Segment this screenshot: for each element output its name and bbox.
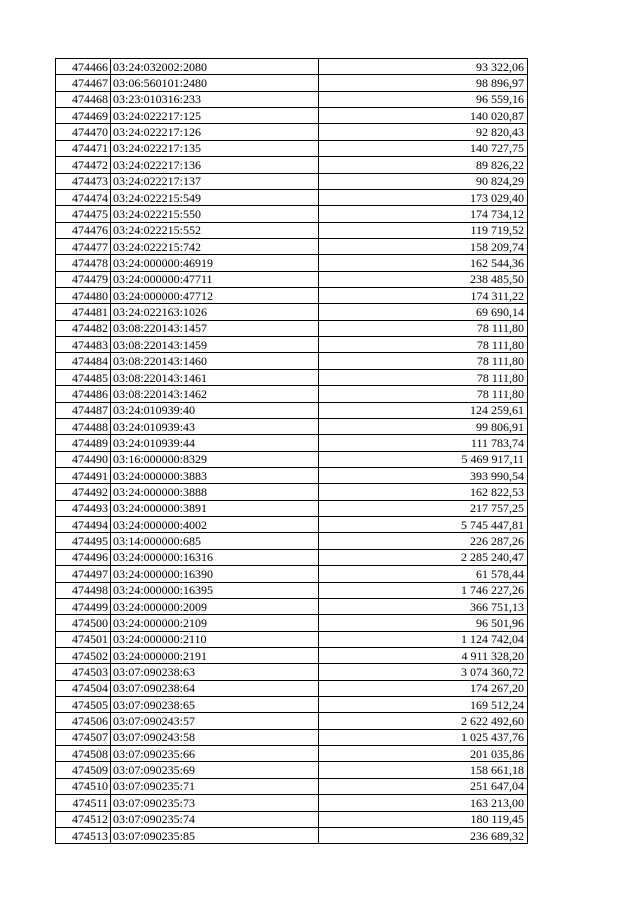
table-row — [56, 189, 528, 205]
value-cell: 5 745 447,81 — [319, 517, 528, 533]
value-cell: 90 824,29 — [319, 173, 528, 189]
value-cell: 98 896,97 — [319, 75, 528, 91]
table-body — [56, 59, 528, 844]
cadastral-number-cell: 03:24:010939:40 — [111, 402, 319, 418]
value-cell: 78 111,80 — [319, 353, 528, 369]
row-number-cell: 474503 — [56, 664, 111, 680]
value-cell: 226 287,26 — [319, 533, 528, 549]
row-number-cell: 474504 — [56, 680, 111, 696]
value-cell: 140 727,75 — [319, 140, 528, 156]
table-row — [56, 500, 528, 516]
value-cell: 1 124 742,04 — [319, 631, 528, 647]
cadastral-number-cell: 03:24:022215:550 — [111, 206, 319, 222]
cadastral-number-cell: 03:08:220143:1462 — [111, 386, 319, 402]
table-row — [56, 386, 528, 402]
row-number-cell: 474499 — [56, 598, 111, 614]
table-row — [56, 713, 528, 729]
row-number-cell: 474473 — [56, 173, 111, 189]
value-cell: 5 469 917,11 — [319, 451, 528, 467]
table-row — [56, 402, 528, 418]
table-row — [56, 271, 528, 287]
table-row — [56, 778, 528, 794]
row-number-cell: 474484 — [56, 353, 111, 369]
value-cell: 4 911 328,20 — [319, 647, 528, 663]
table-row — [56, 288, 528, 304]
row-number-cell: 474476 — [56, 222, 111, 238]
row-number-cell: 474492 — [56, 484, 111, 500]
table-row — [56, 664, 528, 680]
cadastral-number-cell: 03:06:560101:2480 — [111, 75, 319, 91]
cadastral-number-cell: 03:24:000000:46919 — [111, 255, 319, 271]
row-number-cell: 474502 — [56, 647, 111, 663]
table-row — [56, 320, 528, 336]
cadastral-number-cell: 03:08:220143:1457 — [111, 320, 319, 336]
cadastral-number-cell: 03:07:090235:74 — [111, 811, 319, 827]
table-row — [56, 795, 528, 811]
row-number-cell: 474469 — [56, 108, 111, 124]
value-cell: 173 029,40 — [319, 189, 528, 205]
row-number-cell: 474498 — [56, 582, 111, 598]
table-row — [56, 91, 528, 107]
row-number-cell: 474479 — [56, 271, 111, 287]
table-row — [56, 680, 528, 696]
value-cell: 78 111,80 — [319, 369, 528, 385]
cadastral-number-cell: 03:24:010939:43 — [111, 418, 319, 434]
value-cell: 162 544,36 — [319, 255, 528, 271]
table-row — [56, 729, 528, 745]
value-cell: 174 267,20 — [319, 680, 528, 696]
value-cell: 89 826,22 — [319, 157, 528, 173]
cadastral-number-cell: 03:08:220143:1459 — [111, 337, 319, 353]
table-row — [56, 255, 528, 271]
value-cell: 93 322,06 — [319, 59, 528, 75]
value-cell: 78 111,80 — [319, 386, 528, 402]
cadastral-number-cell: 03:24:000000:2109 — [111, 615, 319, 631]
row-number-cell: 474493 — [56, 500, 111, 516]
cadastral-number-cell: 03:24:000000:2191 — [111, 647, 319, 663]
cadastral-number-cell: 03:24:000000:3888 — [111, 484, 319, 500]
cadastral-number-cell: 03:07:090235:69 — [111, 762, 319, 778]
cadastral-number-cell: 03:07:090235:73 — [111, 795, 319, 811]
cadastral-number-cell: 03:24:022217:126 — [111, 124, 319, 140]
value-cell: 217 757,25 — [319, 500, 528, 516]
row-number-cell: 474470 — [56, 124, 111, 140]
cadastral-number-cell: 03:24:010939:44 — [111, 435, 319, 451]
value-cell: 96 559,16 — [319, 91, 528, 107]
row-number-cell: 474512 — [56, 811, 111, 827]
cadastral-number-cell: 03:07:090238:64 — [111, 680, 319, 696]
value-cell: 78 111,80 — [319, 337, 528, 353]
table-row — [56, 369, 528, 385]
value-cell: 169 512,24 — [319, 697, 528, 713]
table-row — [56, 467, 528, 483]
cadastral-number-cell: 03:24:000000:16390 — [111, 566, 319, 582]
value-cell: 92 820,43 — [319, 124, 528, 140]
value-cell: 162 822,53 — [319, 484, 528, 500]
table-row — [56, 811, 528, 827]
cadastral-number-cell: 03:07:090243:57 — [111, 713, 319, 729]
row-number-cell: 474474 — [56, 189, 111, 205]
table-row — [56, 304, 528, 320]
value-cell: 180 119,45 — [319, 811, 528, 827]
table-row — [56, 173, 528, 189]
row-number-cell: 474483 — [56, 337, 111, 353]
cadastral-number-cell: 03:07:090235:66 — [111, 746, 319, 762]
value-cell: 236 689,32 — [319, 827, 528, 843]
value-cell: 251 647,04 — [319, 778, 528, 794]
table-row — [56, 238, 528, 254]
table-row — [56, 222, 528, 238]
cadastral-number-cell: 03:08:220143:1460 — [111, 353, 319, 369]
value-cell: 124 259,61 — [319, 402, 528, 418]
cadastral-number-cell: 03:24:000000:4002 — [111, 517, 319, 533]
table-row — [56, 484, 528, 500]
table-row — [56, 206, 528, 222]
row-number-cell: 474468 — [56, 91, 111, 107]
value-cell: 158 661,18 — [319, 762, 528, 778]
row-number-cell: 474496 — [56, 549, 111, 565]
value-cell: 2 622 492,60 — [319, 713, 528, 729]
cadastral-number-cell: 03:24:000000:16316 — [111, 549, 319, 565]
row-number-cell: 474471 — [56, 140, 111, 156]
table-row — [56, 615, 528, 631]
row-number-cell: 474507 — [56, 729, 111, 745]
cadastral-number-cell: 03:24:022217:137 — [111, 173, 319, 189]
value-cell: 1 746 227,26 — [319, 582, 528, 598]
value-cell: 78 111,80 — [319, 320, 528, 336]
table-row — [56, 451, 528, 467]
cadastral-number-cell: 03:24:022217:135 — [111, 140, 319, 156]
row-number-cell: 474475 — [56, 206, 111, 222]
row-number-cell: 474487 — [56, 402, 111, 418]
table-row — [56, 124, 528, 140]
row-number-cell: 474490 — [56, 451, 111, 467]
row-number-cell: 474478 — [56, 255, 111, 271]
row-number-cell: 474510 — [56, 778, 111, 794]
table-row — [56, 337, 528, 353]
table-row — [56, 108, 528, 124]
cadastral-number-cell: 03:24:000000:3883 — [111, 467, 319, 483]
row-number-cell: 474495 — [56, 533, 111, 549]
value-cell: 393 990,54 — [319, 467, 528, 483]
table-row — [56, 762, 528, 778]
value-cell: 158 209,74 — [319, 238, 528, 254]
cadastral-number-cell: 03:24:000000:3891 — [111, 500, 319, 516]
row-number-cell: 474505 — [56, 697, 111, 713]
cadastral-number-cell: 03:24:022217:125 — [111, 108, 319, 124]
row-number-cell: 474486 — [56, 386, 111, 402]
value-cell: 1 025 437,76 — [319, 729, 528, 745]
cadastral-number-cell: 03:24:032002:2080 — [111, 59, 319, 75]
cadastral-number-cell: 03:14:000000:685 — [111, 533, 319, 549]
cadastral-number-cell: 03:24:000000:47711 — [111, 271, 319, 287]
row-number-cell: 474467 — [56, 75, 111, 91]
row-number-cell: 474509 — [56, 762, 111, 778]
value-cell: 238 485,50 — [319, 271, 528, 287]
cadastral-number-cell: 03:07:090235:85 — [111, 827, 319, 843]
table-row — [56, 746, 528, 762]
row-number-cell: 474481 — [56, 304, 111, 320]
cadastral-number-cell: 03:24:022215:549 — [111, 189, 319, 205]
cadastral-number-cell: 03:07:090238:65 — [111, 697, 319, 713]
table-row — [56, 598, 528, 614]
value-cell: 174 734,12 — [319, 206, 528, 222]
cadastral-number-cell: 03:24:000000:16395 — [111, 582, 319, 598]
cadastral-number-cell: 03:24:000000:47712 — [111, 288, 319, 304]
cadastral-number-cell: 03:24:022217:136 — [111, 157, 319, 173]
cadastral-number-cell: 03:24:000000:2110 — [111, 631, 319, 647]
table-row — [56, 140, 528, 156]
value-cell: 174 311,22 — [319, 288, 528, 304]
row-number-cell: 474513 — [56, 827, 111, 843]
row-number-cell: 474488 — [56, 418, 111, 434]
row-number-cell: 474477 — [56, 238, 111, 254]
value-cell: 366 751,13 — [319, 598, 528, 614]
table-row — [56, 631, 528, 647]
table-row — [56, 418, 528, 434]
cadastral-number-cell: 03:16:000000:8329 — [111, 451, 319, 467]
value-cell: 61 578,44 — [319, 566, 528, 582]
row-number-cell: 474511 — [56, 795, 111, 811]
value-cell: 2 285 240,47 — [319, 549, 528, 565]
row-number-cell: 474500 — [56, 615, 111, 631]
table-row — [56, 59, 528, 75]
value-cell: 69 690,14 — [319, 304, 528, 320]
row-number-cell: 474491 — [56, 467, 111, 483]
value-cell: 119 719,52 — [319, 222, 528, 238]
value-cell: 163 213,00 — [319, 795, 528, 811]
row-number-cell: 474482 — [56, 320, 111, 336]
row-number-cell: 474506 — [56, 713, 111, 729]
cadastral-number-cell: 03:24:000000:2009 — [111, 598, 319, 614]
table-row — [56, 75, 528, 91]
value-cell: 96 501,96 — [319, 615, 528, 631]
cadastral-number-cell: 03:08:220143:1461 — [111, 369, 319, 385]
table-row — [56, 517, 528, 533]
cadastral-number-cell: 03:24:022163:1026 — [111, 304, 319, 320]
table-row — [56, 435, 528, 451]
row-number-cell: 474466 — [56, 59, 111, 75]
row-number-cell: 474489 — [56, 435, 111, 451]
value-cell: 3 074 360,72 — [319, 664, 528, 680]
cadastral-number-cell: 03:07:090238:63 — [111, 664, 319, 680]
value-cell: 140 020,87 — [319, 108, 528, 124]
row-number-cell: 474472 — [56, 157, 111, 173]
cadastral-number-cell: 03:23:010316:233 — [111, 91, 319, 107]
row-number-cell: 474508 — [56, 746, 111, 762]
table-row — [56, 566, 528, 582]
table-row — [56, 353, 528, 369]
row-number-cell: 474494 — [56, 517, 111, 533]
cadastral-number-cell: 03:07:090243:58 — [111, 729, 319, 745]
value-cell: 201 035,86 — [319, 746, 528, 762]
value-cell: 111 783,74 — [319, 435, 528, 451]
value-cell: 99 806,91 — [319, 418, 528, 434]
table-row — [56, 533, 528, 549]
table-row — [56, 157, 528, 173]
row-number-cell: 474485 — [56, 369, 111, 385]
cadastral-number-cell: 03:24:022215:552 — [111, 222, 319, 238]
table-row — [56, 827, 528, 843]
cadastral-number-cell: 03:24:022215:742 — [111, 238, 319, 254]
table-row — [56, 549, 528, 565]
table-row — [56, 697, 528, 713]
row-number-cell: 474501 — [56, 631, 111, 647]
cadastral-value-table — [55, 58, 528, 844]
row-number-cell: 474480 — [56, 288, 111, 304]
row-number-cell: 474497 — [56, 566, 111, 582]
table-row — [56, 647, 528, 663]
table-row — [56, 582, 528, 598]
cadastral-number-cell: 03:07:090235:71 — [111, 778, 319, 794]
